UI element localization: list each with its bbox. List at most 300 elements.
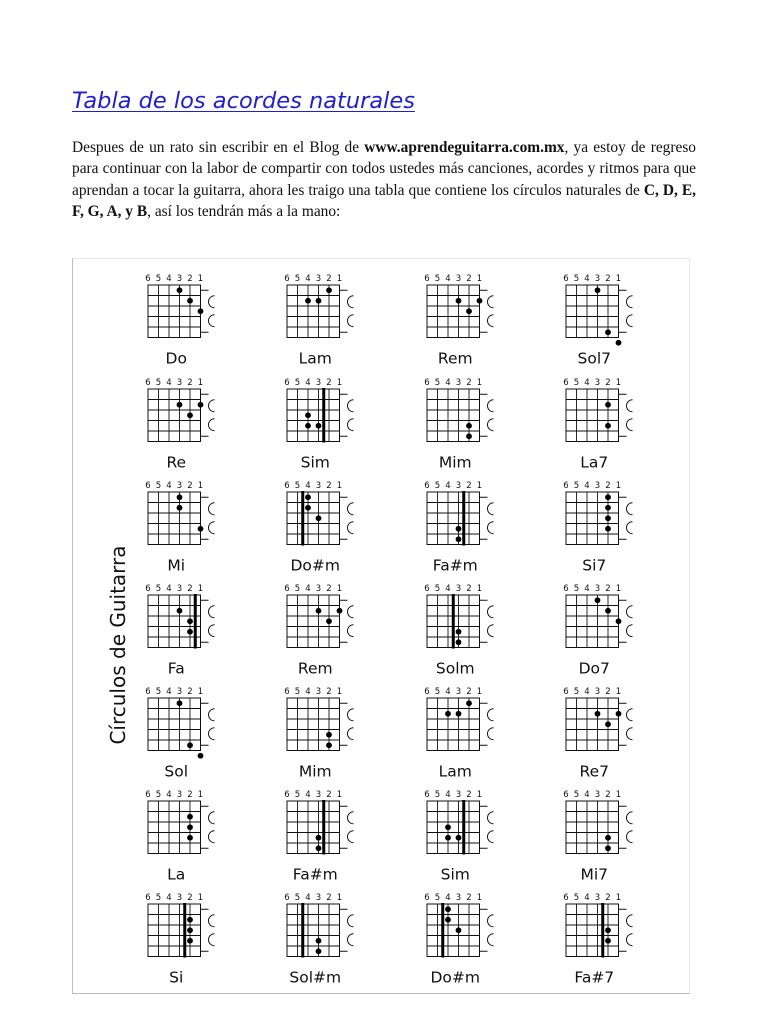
string-number: 3 <box>315 274 322 284</box>
finger-dot <box>316 423 322 429</box>
fretboard <box>287 389 340 442</box>
string-number: 4 <box>166 274 172 284</box>
string-number: 4 <box>305 378 311 388</box>
finger-dot <box>187 618 193 624</box>
string-number: 4 <box>305 687 311 697</box>
tuning-peg <box>209 934 215 946</box>
string-number: 1 <box>476 584 483 594</box>
string-number: 6 <box>284 893 290 903</box>
tuning-peg <box>209 709 215 721</box>
string-number: 2 <box>605 481 611 491</box>
string-number: 1 <box>336 790 343 800</box>
string-number: 5 <box>155 274 162 284</box>
finger-dot <box>177 700 183 706</box>
tuning-peg <box>209 625 215 637</box>
string-number: 5 <box>294 274 301 284</box>
chord-name: Solm <box>435 659 475 678</box>
tuning-peg <box>348 625 354 637</box>
string-number: 3 <box>455 893 462 903</box>
finger-dot <box>466 308 472 314</box>
fretboard <box>566 285 619 338</box>
intro-text-2: , ya estoy de regreso para continuar con la labor de compartir con todos ustedes más canciones, acordes y ritmos para que aprendan a tocar la guitarra, ahora les traigo una tabla que contiene los círculos naturales de <box>72 139 696 199</box>
finger-dot <box>177 608 183 614</box>
finger-dot <box>187 927 193 933</box>
chord-diagram <box>424 274 493 368</box>
chord-notes: C, D, E, F, G, A, y B <box>72 181 696 221</box>
string-number: 4 <box>445 893 451 903</box>
string-number: 6 <box>563 481 569 491</box>
tuning-peg <box>488 915 494 927</box>
string-number: 4 <box>584 378 590 388</box>
page-title[interactable]: Tabla de los acordes naturales <box>72 88 415 114</box>
string-number: 3 <box>594 893 601 903</box>
tuning-peg <box>209 728 215 740</box>
tuning-peg <box>627 625 633 637</box>
chord-name: Sim <box>440 865 470 884</box>
string-number: 5 <box>434 378 441 388</box>
tuning-peg <box>348 606 354 618</box>
finger-dot <box>605 494 611 500</box>
finger-dot <box>616 711 622 717</box>
chord-diagram <box>145 790 214 884</box>
tuning-peg <box>209 831 215 843</box>
string-number: 3 <box>594 687 601 697</box>
string-number: 3 <box>594 378 601 388</box>
fretboard <box>148 492 201 545</box>
string-number: 6 <box>563 790 569 800</box>
tuning-peg <box>348 812 354 824</box>
finger-dot <box>305 494 311 500</box>
string-number: 6 <box>424 481 430 491</box>
string-number: 1 <box>197 790 204 800</box>
string-number: 6 <box>145 378 151 388</box>
string-number: 6 <box>424 378 430 388</box>
string-number: 5 <box>294 584 301 594</box>
finger-dot <box>605 505 611 511</box>
chord-diagram <box>145 481 214 575</box>
finger-dot <box>456 639 462 645</box>
string-number: 2 <box>326 893 332 903</box>
fretboard <box>427 801 480 854</box>
string-number: 2 <box>326 481 332 491</box>
string-number: 6 <box>563 274 569 284</box>
chord-name: Rem <box>297 659 333 678</box>
tuning-peg <box>209 503 215 515</box>
tuning-peg <box>488 522 494 534</box>
string-number: 4 <box>584 584 590 594</box>
string-number: 1 <box>197 893 204 903</box>
string-number: 1 <box>615 584 622 594</box>
chord-name: Si <box>169 968 184 987</box>
tuning-peg <box>348 915 354 927</box>
string-number: 5 <box>573 481 580 491</box>
string-number: 5 <box>294 481 301 491</box>
string-number: 1 <box>615 481 622 491</box>
string-number: 2 <box>187 790 193 800</box>
finger-dot <box>595 597 601 603</box>
chord-name: La <box>167 865 186 884</box>
string-number: 1 <box>615 378 622 388</box>
string-number: 2 <box>605 274 611 284</box>
string-number: 5 <box>434 790 441 800</box>
string-number: 6 <box>284 687 290 697</box>
tuning-peg <box>488 419 494 431</box>
chord-diagram <box>424 893 493 987</box>
string-number: 1 <box>476 893 483 903</box>
chord-name: Sol#m <box>289 968 342 987</box>
string-number: 3 <box>594 790 601 800</box>
tuning-peg <box>488 503 494 515</box>
string-number: 1 <box>336 378 343 388</box>
chord-diagram <box>563 274 632 368</box>
chord-diagram <box>284 790 353 884</box>
string-number: 1 <box>476 481 483 491</box>
string-number: 3 <box>315 687 322 697</box>
string-number: 3 <box>594 274 601 284</box>
chord-diagram <box>563 584 632 678</box>
finger-dot <box>445 917 451 923</box>
string-number: 3 <box>455 274 462 284</box>
finger-dot <box>605 423 611 429</box>
chord-diagram <box>145 378 214 472</box>
finger-dot <box>326 287 332 293</box>
string-number: 3 <box>455 584 462 594</box>
string-number: 4 <box>166 893 172 903</box>
fretboard <box>287 285 340 338</box>
finger-dot <box>187 298 193 304</box>
string-number: 5 <box>573 378 580 388</box>
string-number: 1 <box>476 790 483 800</box>
tuning-peg <box>627 315 633 327</box>
chord-name: Mi7 <box>580 865 609 884</box>
string-number: 3 <box>176 584 183 594</box>
string-number: 6 <box>145 687 151 697</box>
string-number: 3 <box>176 687 183 697</box>
finger-dot <box>605 721 611 727</box>
string-number: 4 <box>445 584 451 594</box>
finger-dot <box>616 340 622 346</box>
string-number: 2 <box>605 790 611 800</box>
string-number: 4 <box>445 274 451 284</box>
finger-dot <box>605 927 611 933</box>
chord-name: Mi <box>167 556 186 575</box>
chord-name: Fa#m <box>432 556 478 575</box>
tuning-peg <box>209 915 215 927</box>
chord-diagram <box>424 687 493 781</box>
string-number: 2 <box>605 378 611 388</box>
string-number: 3 <box>176 790 183 800</box>
tuning-peg <box>209 400 215 412</box>
finger-dot <box>605 845 611 851</box>
string-number: 3 <box>315 893 322 903</box>
string-number: 3 <box>176 274 183 284</box>
tuning-peg <box>627 709 633 721</box>
fretboard <box>427 698 480 751</box>
fretboard <box>287 801 340 854</box>
finger-dot <box>305 423 311 429</box>
string-number: 5 <box>155 687 162 697</box>
string-number: 6 <box>424 687 430 697</box>
string-number: 5 <box>155 584 162 594</box>
string-number: 4 <box>584 790 590 800</box>
finger-dot <box>198 526 204 532</box>
tuning-peg <box>209 606 215 618</box>
string-number: 6 <box>284 274 290 284</box>
string-number: 2 <box>605 584 611 594</box>
string-number: 1 <box>476 274 483 284</box>
tuning-peg <box>488 296 494 308</box>
string-number: 6 <box>145 893 151 903</box>
string-number: 3 <box>594 481 601 491</box>
chord-name: Fa#7 <box>574 968 615 987</box>
chord-name: Sol <box>164 762 189 781</box>
tuning-peg <box>627 522 633 534</box>
chord-name: Do7 <box>578 659 610 678</box>
string-number: 5 <box>434 687 441 697</box>
finger-dot <box>187 742 193 748</box>
fretboard <box>148 698 201 751</box>
chord-diagram <box>563 378 632 472</box>
finger-dot <box>605 329 611 335</box>
string-number: 6 <box>284 481 290 491</box>
tuning-peg <box>348 934 354 946</box>
string-number: 4 <box>166 584 172 594</box>
finger-dot <box>187 835 193 841</box>
string-number: 1 <box>197 481 204 491</box>
fretboard <box>287 904 340 957</box>
finger-dot <box>605 526 611 532</box>
chord-name: Lam <box>438 762 472 781</box>
chord-name: Mim <box>298 762 332 781</box>
finger-dot <box>177 494 183 500</box>
string-number: 3 <box>315 378 322 388</box>
string-number: 4 <box>445 790 451 800</box>
finger-dot <box>337 608 343 614</box>
string-number: 4 <box>584 687 590 697</box>
string-number: 6 <box>284 378 290 388</box>
string-number: 4 <box>305 481 311 491</box>
string-number: 5 <box>434 893 441 903</box>
tuning-peg <box>488 606 494 618</box>
chord-diagram <box>563 893 632 987</box>
tuning-peg <box>348 831 354 843</box>
finger-dot <box>605 515 611 521</box>
string-number: 2 <box>466 584 472 594</box>
chord-name: La7 <box>580 453 609 472</box>
finger-dot <box>316 298 322 304</box>
string-number: 1 <box>197 687 204 697</box>
tuning-peg <box>627 296 633 308</box>
finger-dot <box>326 732 332 738</box>
finger-dot <box>187 917 193 923</box>
tuning-peg <box>488 831 494 843</box>
string-number: 1 <box>476 378 483 388</box>
string-number: 2 <box>326 790 332 800</box>
chart-side-label: Círculos de Guitarra <box>106 545 130 745</box>
finger-dot <box>445 711 451 717</box>
string-number: 6 <box>145 584 151 594</box>
finger-dot <box>187 824 193 830</box>
string-number: 4 <box>305 893 311 903</box>
chord-name: Rem <box>437 349 473 368</box>
chord-diagram <box>145 584 214 678</box>
string-number: 1 <box>197 378 204 388</box>
string-number: 5 <box>294 378 301 388</box>
chord-name: Re7 <box>579 762 609 781</box>
finger-dot <box>198 402 204 408</box>
string-number: 6 <box>145 790 151 800</box>
finger-dot <box>326 618 332 624</box>
finger-dot <box>605 835 611 841</box>
string-number: 1 <box>336 584 343 594</box>
string-number: 6 <box>284 790 290 800</box>
fretboard <box>287 698 340 751</box>
string-number: 6 <box>424 893 430 903</box>
string-number: 5 <box>573 687 580 697</box>
string-number: 5 <box>434 274 441 284</box>
string-number: 3 <box>455 481 462 491</box>
chord-diagram <box>284 584 353 678</box>
string-number: 1 <box>336 687 343 697</box>
finger-dot <box>305 298 311 304</box>
string-number: 1 <box>615 790 622 800</box>
tuning-peg <box>627 934 633 946</box>
chord-name: Si7 <box>582 556 607 575</box>
string-number: 2 <box>187 584 193 594</box>
tuning-peg <box>627 503 633 515</box>
string-number: 5 <box>294 687 301 697</box>
tuning-peg <box>627 606 633 618</box>
string-number: 2 <box>187 893 193 903</box>
string-number: 5 <box>573 790 580 800</box>
string-number: 2 <box>326 378 332 388</box>
tuning-peg <box>348 728 354 740</box>
chord-name: Mim <box>438 453 472 472</box>
finger-dot <box>456 629 462 635</box>
finger-dot <box>177 402 183 408</box>
finger-dot <box>316 948 322 954</box>
fretboard <box>566 801 619 854</box>
string-number: 6 <box>424 274 430 284</box>
string-number: 4 <box>166 687 172 697</box>
chord-diagram <box>424 378 493 472</box>
string-number: 2 <box>466 481 472 491</box>
chord-diagram <box>284 687 353 781</box>
finger-dot <box>477 298 483 304</box>
tuning-peg <box>627 831 633 843</box>
string-number: 3 <box>176 378 183 388</box>
fretboard <box>566 389 619 442</box>
string-number: 3 <box>455 378 462 388</box>
string-number: 4 <box>166 378 172 388</box>
chord-diagram <box>424 584 493 678</box>
finger-dot <box>177 505 183 511</box>
tuning-peg <box>488 315 494 327</box>
finger-dot <box>326 742 332 748</box>
string-number: 1 <box>615 893 622 903</box>
string-number: 1 <box>336 893 343 903</box>
tuning-peg <box>209 522 215 534</box>
string-number: 3 <box>176 893 183 903</box>
string-number: 6 <box>145 274 151 284</box>
finger-dot <box>456 536 462 542</box>
string-number: 5 <box>294 893 301 903</box>
finger-dot <box>605 608 611 614</box>
string-number: 1 <box>615 687 622 697</box>
tuning-peg <box>348 315 354 327</box>
tuning-peg <box>488 812 494 824</box>
tuning-peg <box>627 400 633 412</box>
chord-diagram <box>424 481 493 575</box>
fretboard <box>287 492 340 545</box>
string-number: 4 <box>305 790 311 800</box>
string-number: 2 <box>187 378 193 388</box>
string-number: 4 <box>305 584 311 594</box>
string-number: 2 <box>466 378 472 388</box>
fretboard <box>566 595 619 648</box>
string-number: 2 <box>466 893 472 903</box>
string-number: 5 <box>573 893 580 903</box>
finger-dot <box>605 402 611 408</box>
finger-dot <box>187 629 193 635</box>
finger-dot <box>187 938 193 944</box>
tuning-peg <box>488 934 494 946</box>
string-number: 3 <box>176 481 183 491</box>
string-number: 6 <box>284 584 290 594</box>
finger-dot <box>316 515 322 521</box>
finger-dot <box>456 927 462 933</box>
finger-dot <box>466 423 472 429</box>
tuning-peg <box>488 400 494 412</box>
string-number: 4 <box>445 378 451 388</box>
tuning-peg <box>348 522 354 534</box>
finger-dot <box>445 835 451 841</box>
finger-dot <box>445 824 451 830</box>
fretboard <box>148 285 201 338</box>
chord-name: Fa#m <box>292 865 338 884</box>
finger-dot <box>316 845 322 851</box>
chord-diagram <box>424 790 493 884</box>
tuning-peg <box>209 315 215 327</box>
string-number: 6 <box>424 790 430 800</box>
chord-diagram <box>284 378 353 472</box>
string-number: 5 <box>573 584 580 594</box>
string-number: 4 <box>445 687 451 697</box>
chord-diagram <box>284 274 353 368</box>
chord-name: Lam <box>298 349 332 368</box>
chord-diagram <box>563 687 632 781</box>
blog-url: www.aprendeguitarra.com.mx <box>364 139 565 156</box>
string-number: 3 <box>455 790 462 800</box>
string-number: 5 <box>155 378 162 388</box>
string-number: 2 <box>466 274 472 284</box>
intro-text-3: , así los tendrán más a la mano: <box>147 203 341 221</box>
tuning-peg <box>627 419 633 431</box>
string-number: 1 <box>197 274 204 284</box>
chord-name: Sim <box>300 453 330 472</box>
string-number: 4 <box>584 481 590 491</box>
chord-name: Do#m <box>290 556 341 575</box>
tuning-peg <box>348 503 354 515</box>
tuning-peg <box>348 296 354 308</box>
string-number: 2 <box>605 893 611 903</box>
tuning-peg <box>348 419 354 431</box>
string-number: 2 <box>187 687 193 697</box>
string-number: 1 <box>197 584 204 594</box>
chord-diagram <box>563 790 632 884</box>
fretboard <box>427 389 480 442</box>
finger-dot <box>445 906 451 912</box>
